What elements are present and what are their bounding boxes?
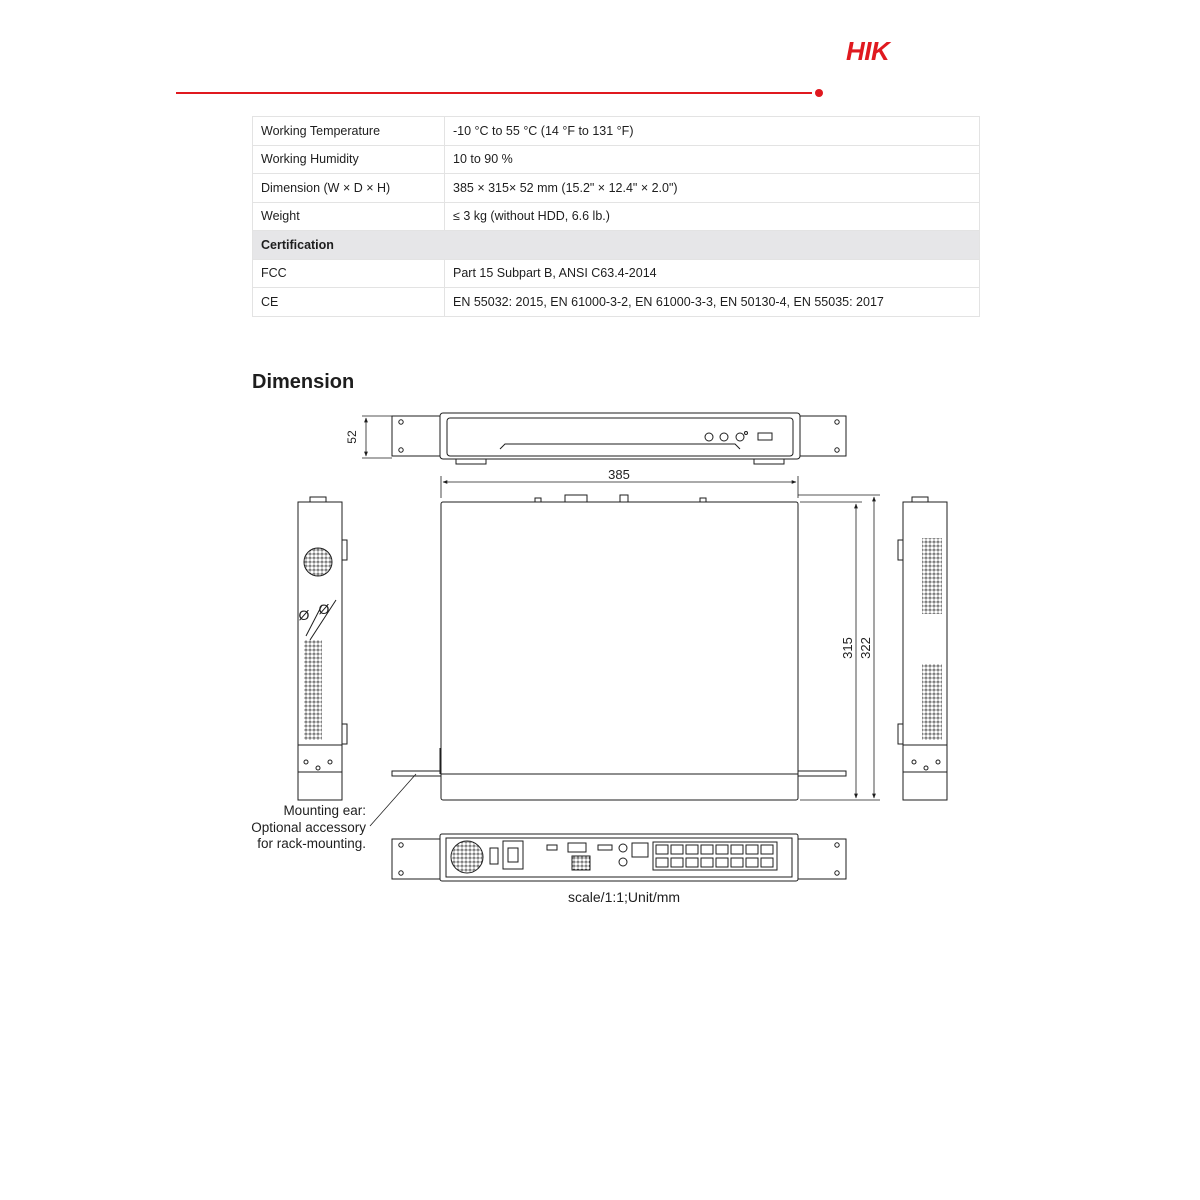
spec-value: 10 to 90 % xyxy=(445,145,980,174)
spec-value: 385 × 315× 52 mm (15.2" × 12.4" × 2.0") xyxy=(445,174,980,203)
audio-in xyxy=(619,858,627,866)
right-side-view xyxy=(898,497,947,800)
rear-view xyxy=(392,834,846,881)
power-inlet xyxy=(503,841,523,869)
side-vent xyxy=(304,640,322,740)
depth-with-ears-label: 322 xyxy=(858,637,873,659)
power-switch xyxy=(490,848,498,864)
spec-label: CE xyxy=(253,288,445,317)
spec-value: Part 15 Subpart B, ANSI C63.4-2014 xyxy=(445,259,980,288)
diameter-symbol: Ø xyxy=(298,607,310,623)
spec-label: Working Humidity xyxy=(253,145,445,174)
usb-port xyxy=(547,845,557,850)
spec-value: ≤ 3 kg (without HDD, 6.6 lb.) xyxy=(445,202,980,231)
note-line: Optional accessory xyxy=(251,819,366,835)
spec-label: FCC xyxy=(253,259,445,288)
scale-caption: scale/1:1;Unit/mm xyxy=(568,889,681,905)
note-line: for rack-mounting. xyxy=(257,836,366,851)
section-title-certification: Certification xyxy=(253,231,980,260)
height-dimension xyxy=(362,416,392,458)
alarm-terminal xyxy=(572,856,590,870)
spec-label: Weight xyxy=(253,202,445,231)
brand-logo: HIK xyxy=(846,36,890,66)
lan-port xyxy=(632,843,648,857)
poe-ports xyxy=(656,845,773,867)
spec-value: EN 55032: 2015, EN 61000-3-2, EN 61000-3-3, EN 50130-4, EN 55035: 2017 xyxy=(445,288,980,317)
left-mounting-ear xyxy=(392,771,441,776)
indicator-light xyxy=(705,433,713,441)
right-mounting-ear xyxy=(798,771,846,776)
vga-port xyxy=(568,843,586,852)
audio-out xyxy=(619,844,627,852)
height-dimension-label: 52 xyxy=(345,430,359,444)
note-line: Mounting ear: xyxy=(283,803,366,818)
left-side-view xyxy=(298,497,347,800)
side-vent xyxy=(922,538,942,614)
width-dimension-label: 385 xyxy=(608,467,630,482)
side-vent xyxy=(922,664,942,740)
spec-label: Dimension (W × D × H) xyxy=(253,174,445,203)
top-view xyxy=(392,495,846,800)
front-panel xyxy=(447,418,793,456)
diameter-symbol: Ø xyxy=(318,601,330,617)
spec-value: -10 °C to 55 °C (14 °F to 131 °F) xyxy=(445,117,980,146)
mounting-ear-note xyxy=(251,803,366,853)
rear-chassis xyxy=(440,834,798,881)
front-view xyxy=(392,413,846,464)
depth-dimension-label: 315 xyxy=(840,637,855,659)
indicator-light xyxy=(720,433,728,441)
indicator-light xyxy=(736,433,744,441)
rear-fan xyxy=(451,841,483,873)
usb-port xyxy=(758,433,772,440)
front-chassis xyxy=(440,413,800,459)
mounting-ear-leader xyxy=(370,774,416,826)
hdmi-port xyxy=(598,845,612,850)
spec-label: Working Temperature xyxy=(253,117,445,146)
fan-grille xyxy=(304,548,332,576)
dimension-heading: Dimension xyxy=(252,371,355,393)
top-chassis xyxy=(441,502,798,800)
